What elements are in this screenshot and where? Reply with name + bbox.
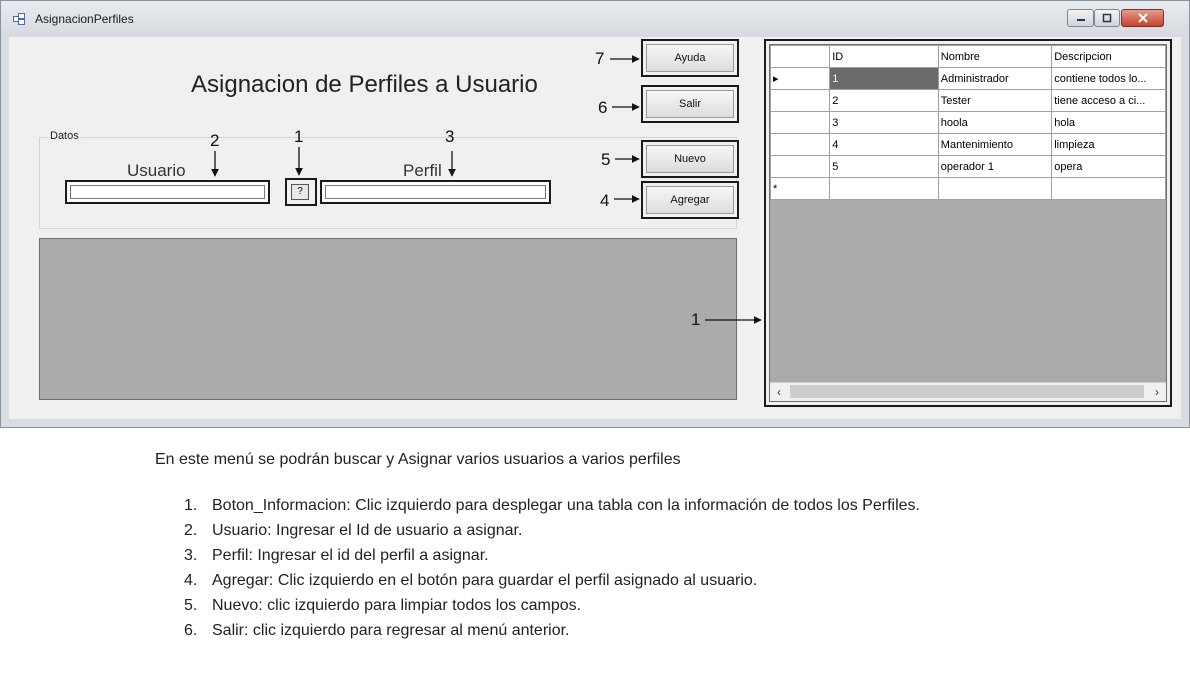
grid-cell-descripcion[interactable]: tiene acceso a ci...	[1052, 90, 1166, 112]
row-header[interactable]	[771, 156, 830, 178]
grid-cell-id-new[interactable]	[830, 178, 939, 200]
agregar-button-label: Agregar	[646, 186, 734, 214]
list-item	[184, 568, 1044, 593]
usuario-label: Usuario	[127, 161, 186, 180]
annotation-7: 7	[595, 49, 605, 68]
grid-cell-nombre[interactable]: Tester	[938, 90, 1051, 112]
list-item-number: 2.	[184, 522, 198, 539]
list-item	[184, 543, 1044, 568]
grid-cell-descripcion[interactable]: contiene todos lo...	[1052, 68, 1166, 90]
table-row[interactable]	[771, 156, 1166, 178]
grid-cell-descripcion[interactable]: opera	[1052, 156, 1166, 178]
list-item-text: Agregar: Clic izquierdo en el botón para guardar el perfil asignado al usuario.	[212, 572, 758, 589]
grid-col-descripcion[interactable]: Descripcion	[1052, 46, 1166, 68]
scroll-right-icon[interactable]: ›	[1155, 385, 1159, 399]
annotation-5: 5	[601, 150, 611, 169]
new-row[interactable]	[771, 178, 1166, 200]
list-item-number: 1.	[184, 497, 198, 514]
ayuda-button-label: Ayuda	[646, 44, 734, 72]
list-item	[184, 593, 1044, 618]
scroll-left-icon[interactable]: ‹	[777, 385, 781, 399]
table-row[interactable]	[771, 90, 1166, 112]
current-row-indicator-icon: ▸	[773, 73, 779, 85]
list-item-text: Nuevo: clic izquierdo para limpiar todos los campos.	[212, 597, 582, 614]
grid-corner-header[interactable]	[771, 46, 830, 68]
row-header[interactable]	[771, 134, 830, 156]
grid-cell-nombre[interactable]: operador 1	[938, 156, 1051, 178]
annotation-3: 3	[445, 127, 455, 146]
list-item-text: Perfil: Ingresar el id del perfil a asignar.	[212, 547, 489, 564]
grid-cell-id[interactable]: 3	[830, 112, 939, 134]
grid-cell-descripcion[interactable]: limpieza	[1052, 134, 1166, 156]
annotation-2: 2	[210, 131, 220, 150]
list-item-number: 5.	[184, 597, 198, 614]
list-item	[184, 493, 1044, 518]
annotation-4: 4	[600, 191, 610, 210]
table-row[interactable]	[771, 112, 1166, 134]
perfiles-table	[770, 45, 1166, 200]
row-header[interactable]	[771, 112, 830, 134]
grid-cell-nombre-new[interactable]	[938, 178, 1051, 200]
list-item	[184, 518, 1044, 543]
list-item-text: Salir: clic izquierdo para regresar al menú anterior.	[212, 622, 570, 639]
nuevo-button-label: Nuevo	[646, 145, 734, 173]
grid-col-id[interactable]: ID	[830, 46, 939, 68]
list-item-text: Usuario: Ingresar el Id de usuario a asignar.	[212, 522, 523, 539]
list-item	[184, 618, 1044, 643]
grid-cell-id[interactable]: 4	[830, 134, 939, 156]
grid-header-row	[771, 46, 1166, 68]
grid-cell-id[interactable]: 2	[830, 90, 939, 112]
list-item-number: 4.	[184, 572, 198, 589]
row-header-current[interactable]	[771, 68, 830, 90]
table-row[interactable]	[771, 68, 1166, 90]
doc-instruction-list	[184, 493, 1044, 643]
annotation-1-grid: 1	[691, 310, 701, 329]
grid-cell-nombre[interactable]: hoola	[938, 112, 1051, 134]
grid-cell-descripcion[interactable]: hola	[1052, 112, 1166, 134]
grid-cell-nombre[interactable]: Administrador	[938, 68, 1051, 90]
window-title: AsignacionPerfiles	[35, 12, 134, 26]
horizontal-scrollbar[interactable]	[770, 382, 1166, 401]
doc-intro: En este menú se podrán buscar y Asignar varios usuarios a varios perfiles	[155, 451, 681, 468]
grid-cell-id[interactable]: 1	[830, 68, 939, 90]
new-row-asterisk-icon: *	[773, 182, 778, 195]
info-button-label: ?	[291, 184, 309, 200]
scroll-thumb[interactable]	[790, 385, 1144, 398]
row-header[interactable]	[771, 90, 830, 112]
perfil-label: Perfil	[403, 161, 442, 180]
table-row[interactable]	[771, 134, 1166, 156]
list-item-number: 6.	[184, 622, 198, 639]
perfiles-grid-frame	[764, 39, 1172, 407]
list-item-text: Boton_Informacion: Clic izquierdo para desplegar una tabla con la información de todos los Perfiles.	[212, 497, 920, 514]
grid-cell-descripcion-new[interactable]	[1052, 178, 1166, 200]
grid-cell-nombre[interactable]: Mantenimiento	[938, 134, 1051, 156]
annotation-6: 6	[598, 98, 608, 117]
list-item-number: 3.	[184, 547, 198, 564]
grid-cell-id[interactable]: 5	[830, 156, 939, 178]
grid-col-nombre[interactable]: Nombre	[938, 46, 1051, 68]
page-title: Asignacion de Perfiles a Usuario	[191, 71, 538, 98]
groupbox-legend: Datos	[50, 130, 79, 142]
row-header-new[interactable]	[771, 178, 830, 200]
annotation-1-info: 1	[294, 127, 304, 146]
salir-button-label: Salir	[646, 90, 734, 118]
perfiles-grid[interactable]	[769, 44, 1167, 402]
